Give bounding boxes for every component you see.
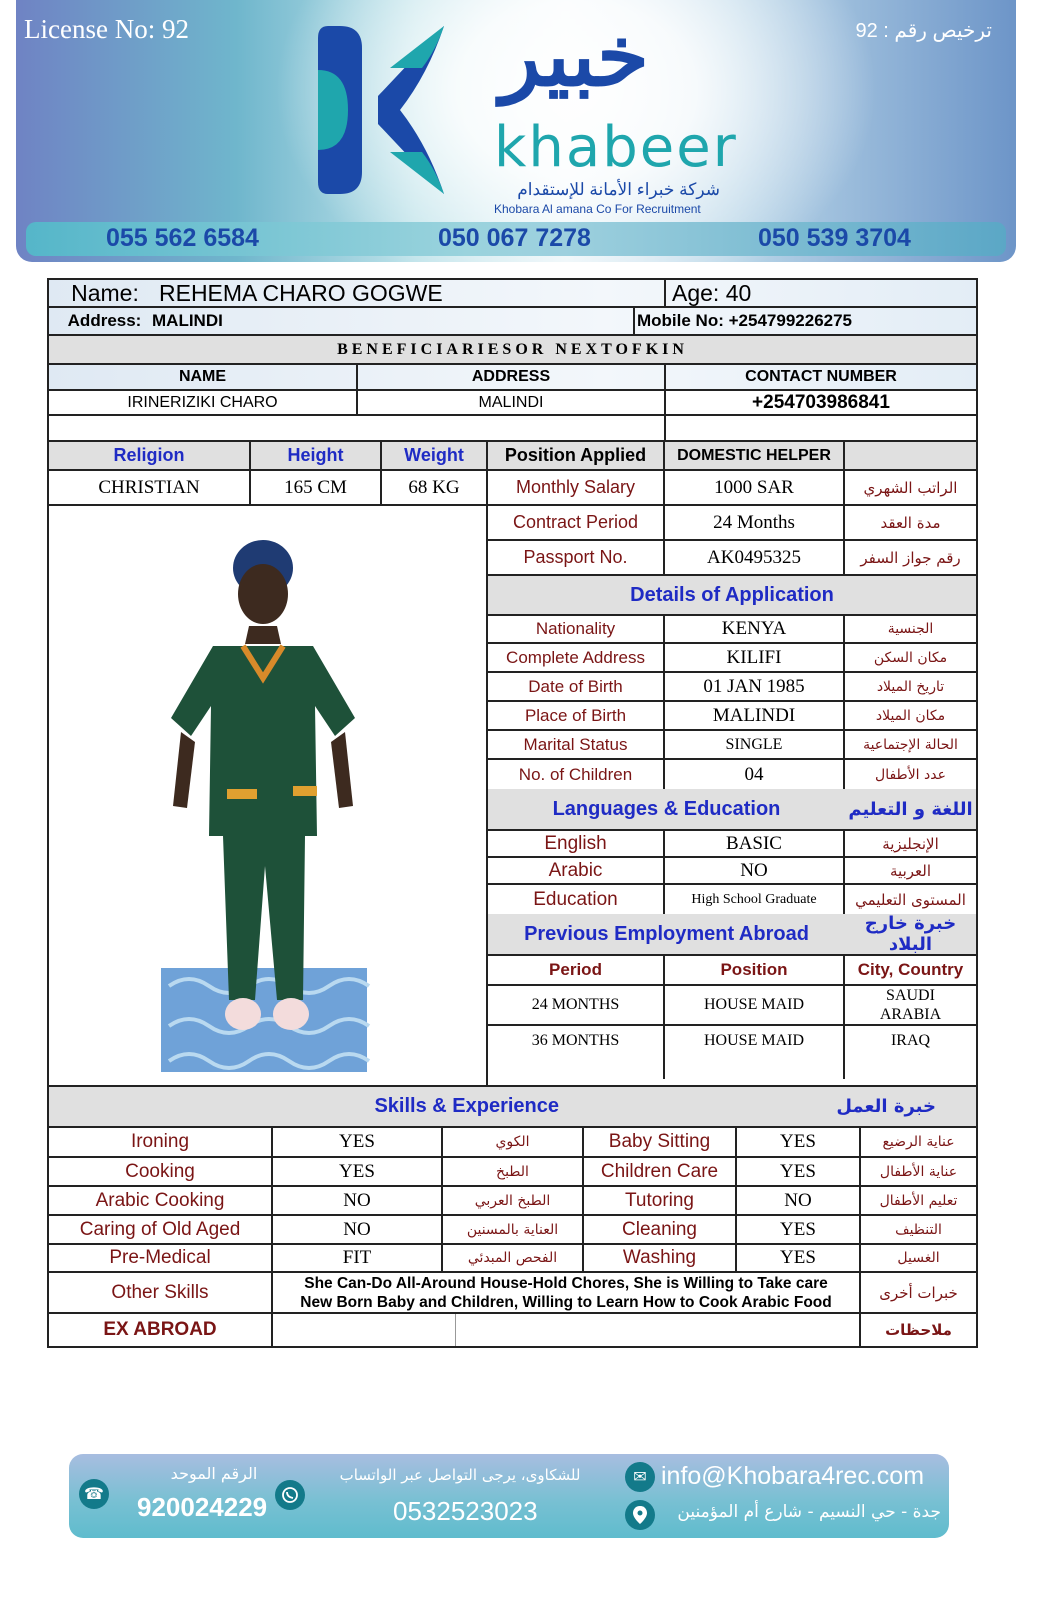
language-row xyxy=(488,831,976,858)
beneficiary-address: MALINDI xyxy=(358,391,666,414)
beneficiaries-header-row xyxy=(47,365,978,391)
skills-title-row xyxy=(47,1087,978,1128)
position-applied-value: DOMESTIC HELPER xyxy=(665,442,845,469)
detail-row xyxy=(488,702,976,731)
col-header-address: ADDRESS xyxy=(358,365,666,389)
complaints-label: للشكاوى، يرجى التواصل عبر الواتساب xyxy=(339,1466,581,1484)
contract-row xyxy=(488,506,976,541)
name-row xyxy=(47,278,978,308)
language-label-ar: المستوى التعليمي xyxy=(855,890,966,909)
skill-label-ar: الطبخ العربي xyxy=(443,1187,584,1214)
unified-number-label: الرقم الموحد xyxy=(170,1464,258,1483)
letterhead-banner xyxy=(16,0,1016,262)
skill-label-ar: عناية الرضيع xyxy=(882,1134,955,1150)
detail-label: Complete Address xyxy=(488,644,665,671)
details-title-row xyxy=(488,576,976,616)
detail-row xyxy=(488,616,976,644)
detail-value: 01 JAN 1985 xyxy=(665,673,845,700)
address-row xyxy=(47,308,978,336)
personal-values-row xyxy=(47,471,978,506)
phone-number[interactable]: 055 562 6584 xyxy=(106,224,259,252)
ex-abroad-value xyxy=(273,1314,456,1346)
col-header-period: Period xyxy=(488,956,665,984)
detail-label: Date of Birth xyxy=(488,673,665,700)
position-applied-label: Position Applied xyxy=(488,442,665,469)
employment-row xyxy=(488,1026,976,1055)
employment-period: 36 MONTHS xyxy=(488,1026,665,1055)
detail-label: No. of Children xyxy=(488,760,665,789)
employment-header-row xyxy=(488,956,976,986)
phone-number[interactable]: 050 539 3704 xyxy=(758,224,911,252)
skill-label: Tutoring xyxy=(584,1187,737,1214)
employment-blank-row xyxy=(488,1055,976,1079)
languages-title: Languages & Education xyxy=(552,797,781,820)
detail-label: Nationality xyxy=(488,616,665,642)
height-value: 165 CM xyxy=(251,471,382,504)
detail-value: KILIFI xyxy=(665,644,845,671)
skill-value: YES xyxy=(273,1128,443,1156)
email-address[interactable]: info@Khobara4rec.com xyxy=(661,1462,925,1490)
language-row xyxy=(488,858,976,885)
other-skills-row xyxy=(47,1273,978,1314)
col-header-contact: CONTACT NUMBER xyxy=(745,368,897,385)
detail-label-ar: مكان الميلاد xyxy=(875,707,946,724)
ex-abroad-row xyxy=(47,1314,978,1348)
address-cell xyxy=(49,308,635,334)
other-skills-line: She Can-Do All-Around House-Hold Chores, She is Willing to Take care xyxy=(304,1274,828,1292)
whatsapp-icon xyxy=(275,1480,305,1510)
skill-row xyxy=(47,1128,978,1158)
passport-value: AK0495325 xyxy=(665,541,845,574)
blank-cell xyxy=(845,1055,976,1079)
address-value: MALINDI xyxy=(152,311,223,330)
skill-label-ar: الكوي xyxy=(443,1128,584,1156)
brand-name-ar: خبير xyxy=(500,9,649,103)
passport-label-ar: رقم جواز السفر xyxy=(860,548,961,567)
skill-label-ar: الغسيل xyxy=(897,1250,940,1266)
skill-label-ar: التنظيف xyxy=(895,1221,942,1238)
skill-label: Caring of Old Aged xyxy=(49,1216,273,1243)
skill-label: Washing xyxy=(584,1245,737,1271)
passport-row xyxy=(488,541,976,576)
skill-value: FIT xyxy=(273,1245,443,1271)
age-label: Age: xyxy=(672,280,720,306)
language-label: Education xyxy=(488,885,665,914)
location-pin-icon xyxy=(625,1500,655,1530)
ex-abroad-label: EX ABROAD xyxy=(49,1314,273,1346)
height-header: Height xyxy=(251,442,382,469)
company-name-en: Khobara Al amana Co For Recruitment xyxy=(494,202,701,216)
photo-column xyxy=(49,506,488,1085)
skill-label: Cooking xyxy=(49,1158,273,1185)
name-cell xyxy=(49,280,666,306)
applicant-photo-image xyxy=(49,506,486,1080)
language-label-ar: العربية xyxy=(890,861,931,880)
details-title: Details of Application xyxy=(630,583,834,606)
remarks-value xyxy=(456,1314,861,1346)
skill-row xyxy=(47,1187,978,1216)
beneficiaries-title: BENEFICIARIESOR NEXTOFKIN xyxy=(337,340,688,358)
employment-position: HOUSE MAID xyxy=(665,986,845,1024)
employment-city-country: SAUDI ARABIA xyxy=(879,987,942,1023)
detail-label-ar: الحالة الإجتماعية xyxy=(863,736,958,753)
blank-cell xyxy=(49,416,666,440)
skill-value: NO xyxy=(273,1187,443,1214)
detail-row xyxy=(488,731,976,760)
skill-value: NO xyxy=(273,1216,443,1243)
blank-cell xyxy=(666,416,976,440)
cv-form xyxy=(47,278,978,1348)
other-skills-line: New Born Baby and Children, Willing to Learn How to Cook Arabic Food xyxy=(300,1293,832,1311)
applicant-name: REHEMA CHARO GOGWE xyxy=(159,280,443,306)
passport-label: Passport No. xyxy=(488,541,665,574)
unified-number[interactable]: 920024229 xyxy=(137,1492,268,1522)
language-value: High School Graduate xyxy=(665,885,845,914)
skill-value: YES xyxy=(737,1216,861,1243)
contract-label-ar: مدة العقد xyxy=(880,513,941,532)
employment-city-country: IRAQ xyxy=(890,1032,931,1049)
skills-rows xyxy=(47,1128,978,1273)
contract-value: 24 Months xyxy=(665,506,845,539)
company-name-ar: شركة خبراء الأمانة للإستقدام xyxy=(517,180,720,199)
skill-label-ar: تعليم الأطفال xyxy=(879,1192,958,1209)
email-icon: ✉ xyxy=(625,1462,655,1492)
blank-cell xyxy=(845,442,976,469)
mobile-value: +254799226275 xyxy=(728,311,853,330)
skill-row xyxy=(47,1216,978,1245)
religion-header: Religion xyxy=(49,442,251,469)
mobile-label: Mobile No: xyxy=(637,311,724,330)
detail-row xyxy=(488,673,976,702)
address-label: Address: xyxy=(67,311,142,330)
detail-label-ar: مكان السكن xyxy=(873,649,948,666)
details-section xyxy=(47,506,978,1087)
skill-label: Pre-Medical xyxy=(49,1245,273,1271)
skill-label-ar: الطبخ xyxy=(443,1158,584,1185)
license-number-en: License No: 92 xyxy=(24,14,189,44)
skill-row xyxy=(47,1158,978,1187)
language-row xyxy=(488,885,976,914)
whatsapp-number[interactable]: 0532523023 xyxy=(393,1496,538,1526)
employment-title-ar: خبرة خارج البلاد xyxy=(864,914,957,954)
detail-label-ar: الجنسية xyxy=(887,621,934,637)
beneficiary-row xyxy=(47,391,978,416)
age-value: 40 xyxy=(725,280,752,306)
skill-value: NO xyxy=(737,1187,861,1214)
skill-label: Children Care xyxy=(584,1158,737,1185)
skill-value: YES xyxy=(737,1128,861,1156)
language-value: NO xyxy=(665,858,845,883)
employment-period: 24 MONTHS xyxy=(488,986,665,1024)
detail-label-ar: تاريخ الميلاد xyxy=(876,678,945,695)
employment-title: Previous Employment Abroad xyxy=(524,922,809,945)
language-label-ar: الإنجليزية xyxy=(882,834,939,853)
office-address: جدة - حي النسيم - شارع أم المؤمنين xyxy=(677,1502,941,1522)
remarks-label-ar: ملاحظات xyxy=(885,1321,952,1339)
detail-value: KENYA xyxy=(665,616,845,642)
license-number-ar: ترخيص رقم : 92 xyxy=(855,20,992,42)
application-details-column xyxy=(488,506,976,1085)
salary-value: 1000 SAR xyxy=(665,471,845,504)
khabeer-logo-icon xyxy=(318,26,448,194)
detail-value: SINGLE xyxy=(665,731,845,758)
religion-value: CHRISTIAN xyxy=(49,471,251,504)
other-skills-text xyxy=(273,1273,861,1312)
skill-label: Ironing xyxy=(49,1128,273,1156)
beneficiary-name: IRINERIZIKI CHARO xyxy=(49,391,358,414)
skill-row xyxy=(47,1245,978,1273)
skill-label: Baby Sitting xyxy=(584,1128,737,1156)
detail-row xyxy=(488,760,976,789)
detail-label-ar: عدد الأطفال xyxy=(875,766,946,783)
col-header-position: Position xyxy=(665,956,845,984)
skill-value: YES xyxy=(737,1158,861,1185)
applicant-photo xyxy=(49,506,486,1085)
languages-title-row xyxy=(488,789,976,831)
age-cell xyxy=(666,280,976,306)
weight-value: 68 KG xyxy=(382,471,488,504)
detail-label: Place of Birth xyxy=(488,702,665,729)
language-value: BASIC xyxy=(665,831,845,856)
salary-label-ar: الراتب الشهري xyxy=(863,478,958,497)
weight-header: Weight xyxy=(382,442,488,469)
employment-position: HOUSE MAID xyxy=(665,1026,845,1055)
phone-number[interactable]: 050 067 7278 xyxy=(438,224,591,252)
skill-label: Cleaning xyxy=(584,1216,737,1243)
skills-title: Skills & Experience xyxy=(374,1095,559,1117)
blank-row xyxy=(47,416,978,442)
detail-row xyxy=(488,644,976,673)
contract-label: Contract Period xyxy=(488,506,665,539)
name-label: Name: xyxy=(71,280,139,306)
contact-footer xyxy=(69,1454,949,1538)
blank-cell xyxy=(665,1055,845,1079)
col-header-city-country: City, Country xyxy=(857,960,964,979)
skill-value: YES xyxy=(273,1158,443,1185)
personal-header-row xyxy=(47,442,978,471)
blank-cell xyxy=(488,1055,665,1079)
language-label: Arabic xyxy=(488,858,665,883)
languages-title-ar: اللغة و التعليم xyxy=(848,798,973,820)
col-header-name: NAME xyxy=(49,365,358,389)
skill-label-ar: الفحص المبدئي xyxy=(443,1245,584,1271)
brand-name-en: khabeer xyxy=(494,115,738,180)
detail-label: Marital Status xyxy=(488,731,665,758)
skill-value: YES xyxy=(737,1245,861,1271)
beneficiary-contact: +254703986841 xyxy=(752,391,890,413)
telephone-icon: ☎ xyxy=(79,1479,109,1509)
beneficiaries-title-row xyxy=(47,336,978,365)
skill-label: Arabic Cooking xyxy=(49,1187,273,1214)
salary-label: Monthly Salary xyxy=(488,471,665,504)
detail-value: MALINDI xyxy=(665,702,845,729)
other-skills-label-ar: خبرات أخرى xyxy=(879,1283,958,1302)
language-label: English xyxy=(488,831,665,856)
skill-label-ar: عناية الأطفال xyxy=(879,1163,958,1180)
skills-title-ar: خبرة العمل xyxy=(836,1096,936,1117)
employment-title-row xyxy=(488,914,976,956)
employment-row xyxy=(488,986,976,1026)
other-skills-label: Other Skills xyxy=(49,1273,273,1312)
skill-label-ar: العناية بالمسنين xyxy=(443,1216,584,1243)
mobile-cell xyxy=(635,308,976,334)
detail-value: 04 xyxy=(665,760,845,789)
